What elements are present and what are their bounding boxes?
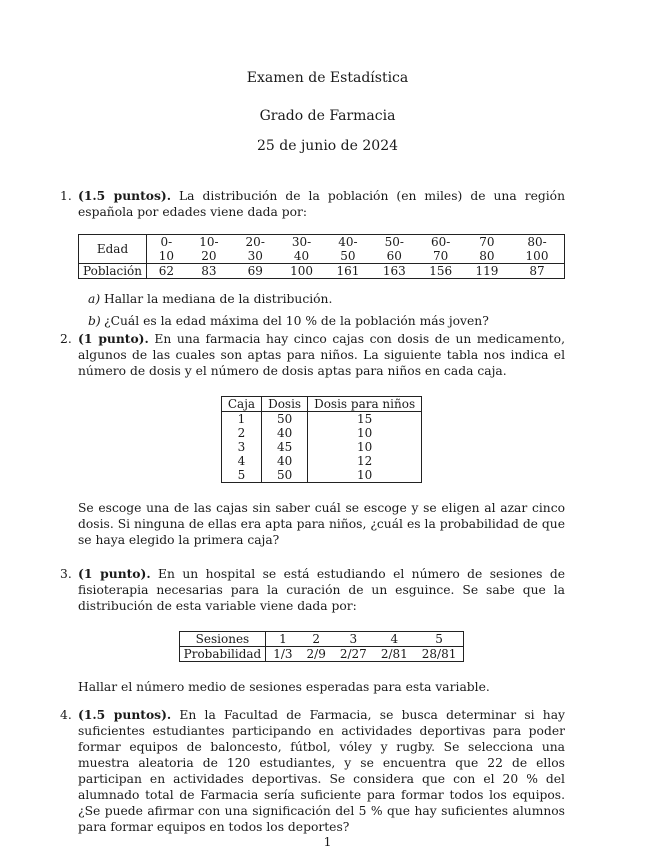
sessions-header: Sesiones [179, 632, 266, 647]
children-doses-cell: 10 [308, 468, 422, 483]
probability-cell: 28/81 [415, 647, 464, 662]
population-cell: 69 [232, 264, 278, 279]
doses-header-box: Caja [221, 397, 261, 412]
problem-4-statement [78, 707, 565, 835]
doses-header-doses: Dosis [262, 397, 308, 412]
question-1b-label: b) [88, 314, 101, 328]
population-cell: 87 [510, 264, 564, 279]
population-cell: 156 [418, 264, 464, 279]
doses-cell: 40 [262, 426, 308, 440]
sessions-table [179, 631, 465, 662]
session-cell: 5 [415, 632, 464, 647]
population-cell: 161 [325, 264, 371, 279]
population-header: Población [79, 264, 147, 279]
session-cell: 4 [374, 632, 415, 647]
problem-1-points: (1.5 puntos). [78, 188, 171, 203]
population-cell: 83 [186, 264, 232, 279]
age-cell: 40-50 [325, 235, 371, 264]
question-1b [88, 313, 565, 329]
problem-3 [60, 566, 565, 695]
session-cell: 3 [333, 632, 374, 647]
problem-1-statement [78, 188, 565, 220]
box-cell: 4 [221, 454, 261, 468]
problem-3-points: (1 punto). [78, 566, 151, 581]
doses-table [221, 396, 422, 483]
age-cell: 70 80 [464, 235, 510, 264]
age-cell: 20-30 [232, 235, 278, 264]
degree-name: Grado de Farmacia [259, 108, 396, 124]
problem-2-question: Se escoge una de las cajas sin saber cuál se escoge y se eligen al azar cinco dosis. Si ninguna de ellas era apta para niños, ¿cuál es la probabilidad de que se haya elegido la primera caja? [78, 501, 565, 547]
population-cell: 62 [147, 264, 186, 279]
exam-date: 25 de junio de 2024 [256, 138, 399, 154]
problem-3-number: 3. [60, 567, 72, 581]
children-doses-cell: 15 [308, 412, 422, 427]
question-1a [88, 291, 565, 307]
problem-2-points: (1 punto). [78, 331, 149, 346]
problem-3-text: En un hospital se está estudiando el número de sesiones de fisioterapia necesarias para la curación de un esguince. Se sabe que la distribución de esta variable viene dada por: [78, 567, 565, 613]
page-number: 1 [323, 835, 332, 849]
population-cell: 100 [278, 264, 324, 279]
age-cell: 80-100 [510, 235, 564, 264]
population-cell: 163 [371, 264, 417, 279]
children-doses-cell: 12 [308, 454, 422, 468]
age-cell: 30-40 [278, 235, 324, 264]
doses-header-children: Dosis para niños [308, 397, 422, 412]
children-doses-cell: 10 [308, 426, 422, 440]
session-cell: 1 [266, 632, 300, 647]
probability-cell: 2/81 [374, 647, 415, 662]
problem-3-statement [78, 566, 565, 614]
problem-2-statement [78, 331, 565, 379]
doses-cell: 45 [262, 440, 308, 454]
box-cell: 2 [221, 426, 261, 440]
age-cell: 0-10 [147, 235, 186, 264]
question-1a-label: a) [88, 292, 101, 306]
box-cell: 5 [221, 468, 261, 483]
doses-cell: 50 [262, 468, 308, 483]
problem-2-text: En una farmacia hay cinco cajas con dosis de un medicamento, algunos de las cuales son aptas para niños. La siguiente tabla nos indica el número de dosis y el número de dosis aptas para niños en cada caja. [78, 332, 565, 378]
session-cell: 2 [300, 632, 333, 647]
age-cell: 10-20 [186, 235, 232, 264]
age-header: Edad [79, 235, 147, 264]
doses-cell: 50 [262, 412, 308, 427]
probability-cell: 2/9 [300, 647, 333, 662]
problem-1 [60, 188, 565, 335]
problem-4 [60, 707, 565, 835]
problem-4-text: En la Facultad de Farmacia, se busca determinar si hay suficientes estudiantes participando en actividades deportivas para poder formar equipos de baloncesto, fútbol, vóley y rugby. Se selecciona una muestra aleatoria de 120 estudiantes, y se encuentra que 22 de ellos participan en actividades deportivas. Se considera que con el 20 % del alumnado total de Farmacia sería suficiente para formar todos los equipos. ¿Se puede afirmar con una significación del 5 % que hay suficientes alumnos para formar equipos en todos los deportes? [78, 708, 565, 834]
problem-2-number: 2. [60, 332, 72, 346]
question-1a-text: Hallar la mediana de la distribución. [104, 292, 333, 306]
box-cell: 1 [221, 412, 261, 427]
children-doses-cell: 10 [308, 440, 422, 454]
problem-4-points: (1.5 puntos). [78, 707, 172, 722]
exam-title: Examen de Estadística [246, 70, 409, 86]
population-cell: 119 [464, 264, 510, 279]
probability-cell: 1/3 [266, 647, 300, 662]
probability-cell: 2/27 [333, 647, 374, 662]
problem-3-question: Hallar el número medio de sesiones esperadas para esta variable. [78, 680, 490, 694]
problem-1-number: 1. [60, 189, 72, 203]
question-1b-text: ¿Cuál es la edad máxima del 10 % de la población más joven? [104, 314, 489, 328]
problem-2 [60, 331, 565, 548]
age-population-table [78, 234, 565, 279]
doses-cell: 40 [262, 454, 308, 468]
age-cell: 60-70 [418, 235, 464, 264]
probability-header: Probabilidad [179, 647, 266, 662]
problem-4-number: 4. [60, 708, 72, 722]
age-cell: 50-60 [371, 235, 417, 264]
box-cell: 3 [221, 440, 261, 454]
problem-1-text: La distribución de la población (en miles) de una región española por edades viene dada por: [78, 189, 565, 219]
